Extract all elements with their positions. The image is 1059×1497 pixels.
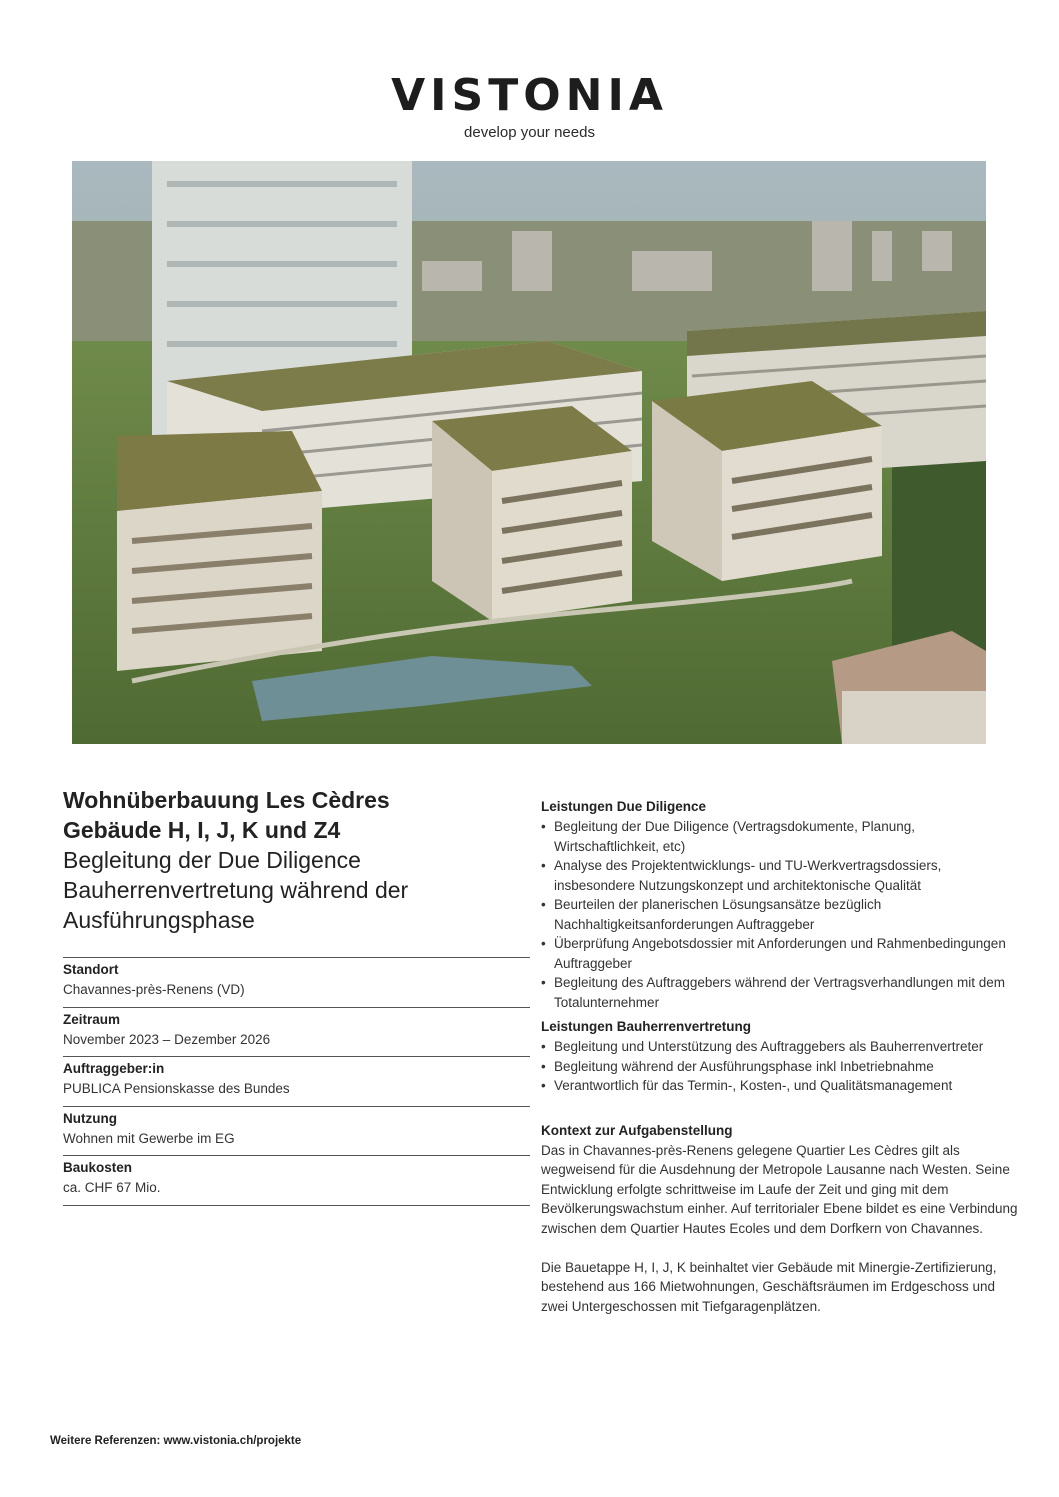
fact-baukosten: [63, 1155, 530, 1205]
due-diligence-list: [541, 817, 1021, 1012]
fact-value: PUBLICA Pensionskasse des Bundes: [63, 1081, 290, 1096]
list-item: • Überprüfung Angebotsdossier mit Anforderungen und Rahmenbedingungen Auftraggeber: [541, 934, 1021, 973]
fact-value: Wohnen mit Gewerbe im EG: [63, 1130, 235, 1146]
fact-standort: [63, 957, 530, 1007]
list-item: • Analyse des Projektentwicklungs- und TU-Werkvertragsdossiers, insbesondere Nutzungskonzept und architektonische Qualität: [541, 856, 1021, 895]
fact-label: Baukosten: [63, 1160, 133, 1175]
project-subtitle-line2: Bauherrenvertretung während der: [63, 877, 409, 903]
list-item: • Begleitung und Unterstützung des Auftraggebers als Bauherrenvertreter: [541, 1037, 1021, 1057]
due-diligence-heading: Leistungen Due Diligence: [541, 799, 707, 814]
kontext-paragraph-2: Die Bauetappe H, I, J, K beinhaltet vier Gebäude mit Minergie-Zertifizierung, bestehend aus 166 Mietwohnungen, Geschäftsräumen im Erdgeschoss und zwei Untergeschossen mit Tiefgaragenplätzen.: [541, 1259, 997, 1314]
fact-label: Auftraggeber:in: [63, 1061, 165, 1076]
list-item: • Begleitung während der Ausführungsphase inkl Inbetriebnahme: [541, 1057, 1021, 1077]
fact-nutzung: [63, 1106, 530, 1156]
project-title-block: [63, 785, 533, 935]
project-title-line2: Gebäude H, I, J, K und Z4: [63, 817, 341, 843]
hero-image: [72, 161, 986, 744]
fact-auftraggeber: [63, 1056, 530, 1106]
bauherrenvertretung-list: [541, 1037, 1021, 1096]
brand-wordmark: VISTONIA: [391, 70, 668, 121]
facts-divider: [63, 1205, 530, 1206]
kontext-paragraph-1: Das in Chavannes-près-Renens gelegene Quartier Les Cèdres gilt als wegweisend für die Ausdehnung der Metropole Lausanne nach Westen. Seine Entwicklung erfolgte schrittweise im Laufe der Zeit und ging mit dem Bevölkerungswachstum einher. Auf territorialer Ebene bildet es eine Verbindung zwischen dem Quartier Hautes Ecoles und dem Dorfkern von Chavannes.: [541, 1142, 1018, 1236]
fact-label: Zeitraum: [63, 1011, 121, 1027]
project-subtitle-line3: Ausführungsphase: [63, 907, 255, 933]
fact-value: Chavannes-près-Renens (VD): [63, 982, 245, 997]
fact-value: November 2023 – Dezember 2026: [63, 1031, 271, 1047]
project-subtitle-line1: Begleitung der Due Diligence: [63, 847, 361, 873]
bauherrenvertretung-heading: Leistungen Bauherrenvertretung: [541, 1019, 752, 1034]
fact-label: Standort: [63, 962, 119, 977]
fact-zeitraum: [63, 1007, 530, 1057]
list-item: • Verantwortlich für das Termin-, Kosten-, und Qualitätsmanagement: [541, 1076, 1021, 1096]
services-column: [541, 797, 1021, 1316]
project-title-line1: Wohnüberbauung Les Cèdres: [63, 787, 390, 813]
fact-value: ca. CHF 67 Mio.: [63, 1180, 161, 1195]
project-facts-table: [63, 957, 530, 1206]
fact-label: Nutzung: [63, 1110, 117, 1126]
list-item: • Beurteilen der planerischen Lösungsansätze bezüglich Nachhaltigkeitsanforderungen Auftraggeber: [541, 895, 1021, 934]
brand-tagline: develop your needs: [464, 124, 595, 141]
list-item: • Begleitung der Due Diligence (Vertragsdokumente, Planung, Wirtschaftlichkeit, etc): [541, 817, 1021, 856]
footer-references-link[interactable]: Weitere Referenzen: www.vistonia.ch/projekte: [50, 1435, 302, 1447]
brand-logo: [0, 70, 1059, 141]
list-item: • Begleitung des Auftraggebers während der Vertragsverhandlungen mit dem Totalunternehmer: [541, 973, 1021, 1012]
kontext-heading: Kontext zur Aufgabenstellung: [541, 1122, 733, 1138]
